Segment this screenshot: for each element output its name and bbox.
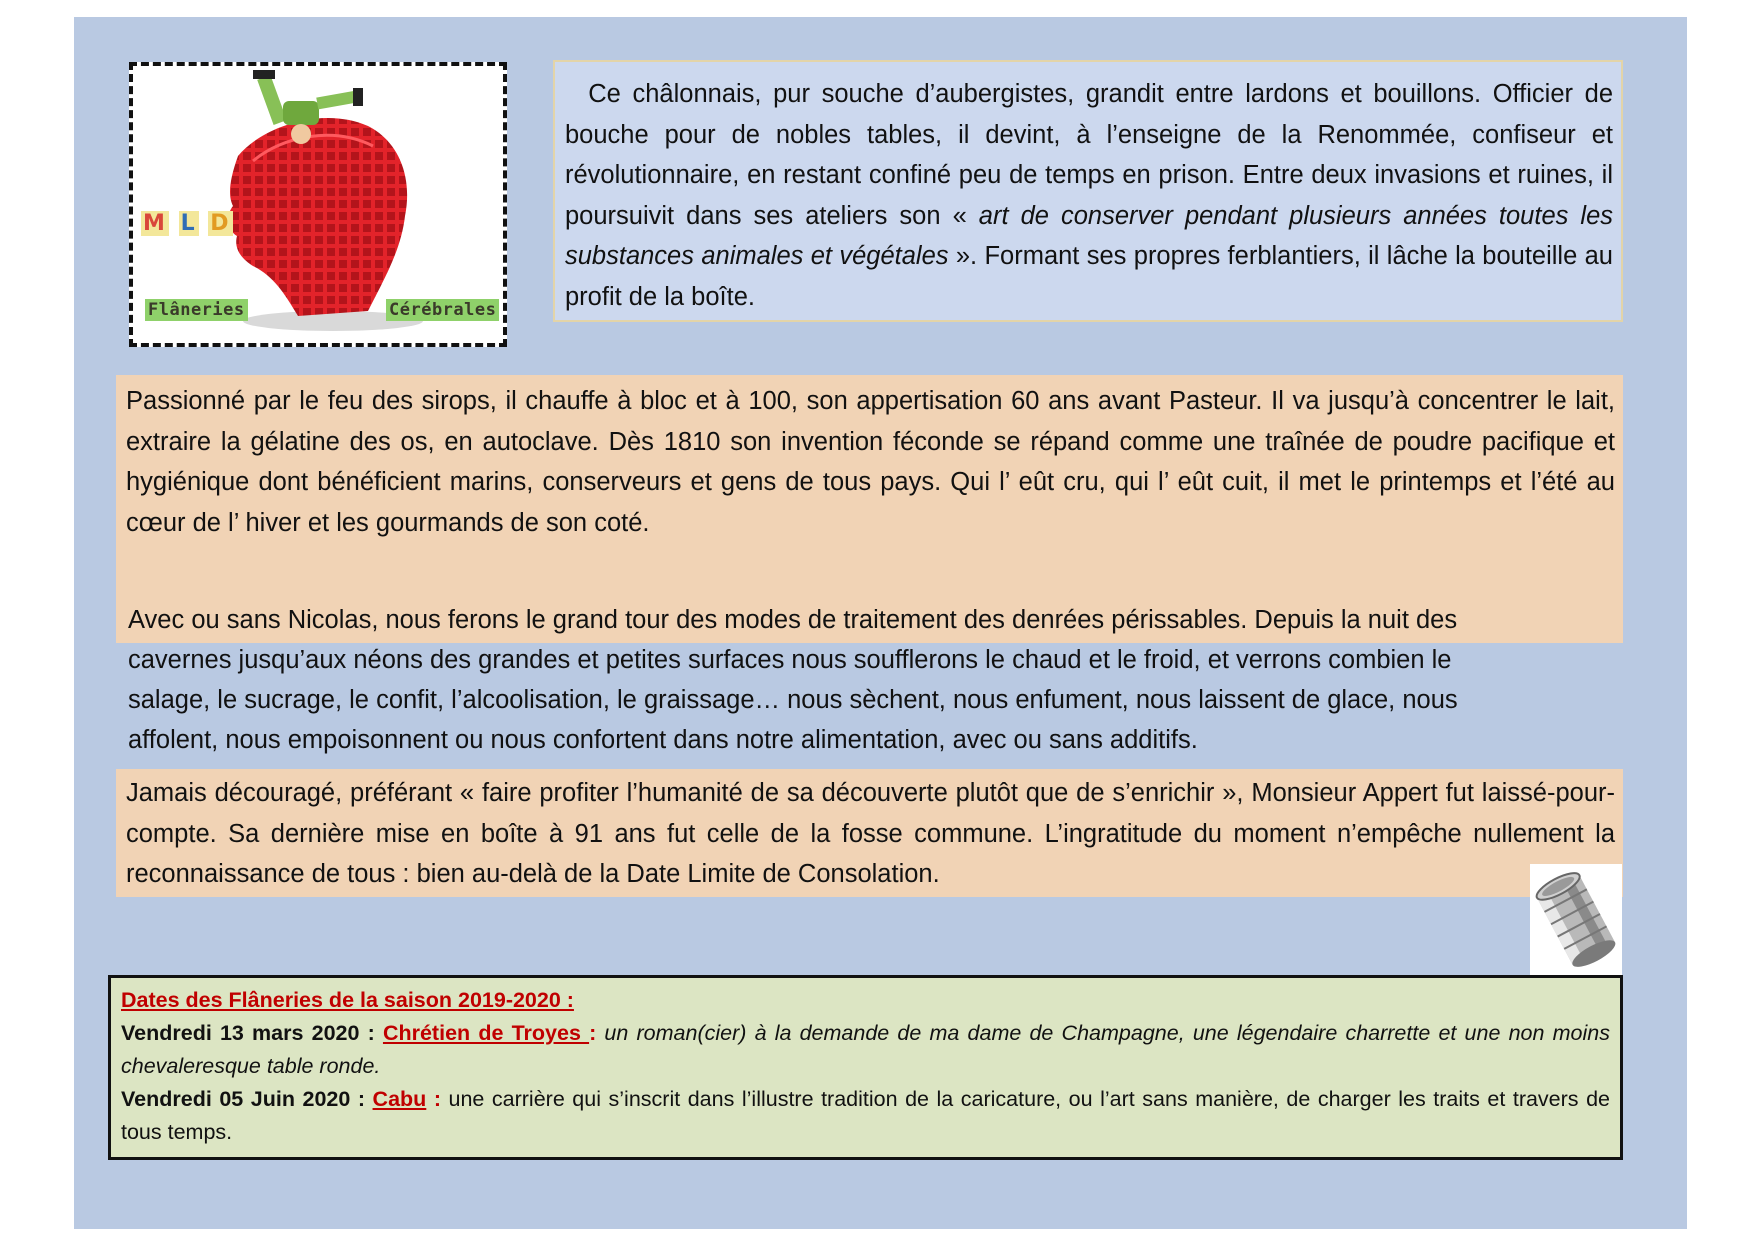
event-date: Vendredi 13 mars 2020 : — [121, 1021, 383, 1045]
logo-letters — [141, 211, 233, 236]
tour-line: affolent, nous empoisonnent ou nous confortent dans notre alimentation, avec ou sans additifs. — [128, 726, 1198, 754]
appert-legacy-block — [116, 769, 1623, 897]
tour-paragraph — [128, 600, 1628, 760]
logo-letter-l: L — [180, 211, 197, 236]
event-sep: : — [426, 1087, 441, 1111]
event-entry — [121, 1017, 1610, 1083]
tin-can-image — [1530, 864, 1622, 977]
tour-line: cavernes jusqu’aux néons des grandes et petites surfaces nous soufflerons le chaud et le froid, et verrons combien le — [128, 646, 1452, 674]
tour-line: salage, le sucrage, le confit, l’alcoolisation, le graissage… nous sèchent, nous enfument, nous laissent de glace, nous — [128, 686, 1458, 714]
intro-text-part2: ». Formant ses propres ferblantiers, il lâche la bouteille au profit de la boîte. — [565, 242, 1613, 311]
event-description: un roman(cier) à la demande de ma dame de Champagne, une légendaire charrette et une non moins chevaleresque table ronde. — [121, 1021, 1610, 1078]
logo-letter-d: D — [210, 211, 231, 236]
logo-tag-cerebrales: Cérébrales — [386, 299, 499, 321]
mld-logo — [129, 62, 507, 347]
tin-can-icon — [1530, 864, 1622, 977]
intro-text-part1: Ce châlonnais, pur souche d’aubergistes, grandit entre lardons et bouillons. Officier de bouche pour de nobles tables, il devint, à l’enseigne de la Renommée, confiseur et révolutionnaire, en restant confiné peu de temps en prison. Entre deux invasions et ruines, il poursuivit dans ses ateliers son « — [565, 80, 1614, 230]
appert-legacy-paragraph: Jamais découragé, préférant « faire profiter l’humanité de sa découverte plutôt que de s’enrichir », Monsieur Appert fut laissé-pour-compte. Sa dernière mise en boîte à 91 ans fut celle de la fosse commune. L’ingratitude du moment n’empêche nullement la reconnaissance de tous : bien au-delà de la Date Limite de Consolation. — [126, 779, 1615, 888]
event-link-cabu[interactable]: Cabu — [372, 1087, 427, 1111]
intro-quote: art de conserver pendant plusieurs années toutes les substances animales et végétales — [565, 201, 1614, 270]
event-date: Vendredi 05 Juin 2020 : — [121, 1087, 373, 1111]
event-sep: : — [589, 1021, 597, 1045]
event-description: une carrière qui s’inscrit dans l’illustre tradition de la caricature, ou l’art sans manière, de charger les traits et travers de tous temps. — [121, 1087, 1610, 1144]
appertisation-paragraph: Passionné par le feu des sirops, il chauffe à bloc et à 100, son appertisation 60 ans avant Pasteur. Il va jusqu’à concentrer le lait, extraire la gélatine des os, en autoclave. Dès 1810 son invention féconde se répand comme une traînée de poudre pacifique et hygiénique dont bénéficient marins, conserveurs et gens de tous pays. Qui l’ eût cru, qui l’ eût cuit, il met le printemps et l’été au cœur de l’ hiver et les gourmands de son coté. — [126, 387, 1615, 537]
event-link-chretien[interactable]: Chrétien de Troyes — [382, 1021, 590, 1045]
logo-tag-flaneries: Flâneries — [145, 299, 248, 321]
event-entry — [121, 1083, 1610, 1149]
intro-paragraph — [553, 60, 1623, 322]
logo-letter-m: M — [143, 211, 167, 236]
season-dates-box — [108, 975, 1623, 1160]
season-dates-heading: Dates des Flâneries de la saison 2019-2020 : — [121, 988, 574, 1012]
tour-line: Avec ou sans Nicolas, nous ferons le grand tour des modes de traitement des denrées périssables. Depuis la nuit des — [128, 606, 1458, 634]
